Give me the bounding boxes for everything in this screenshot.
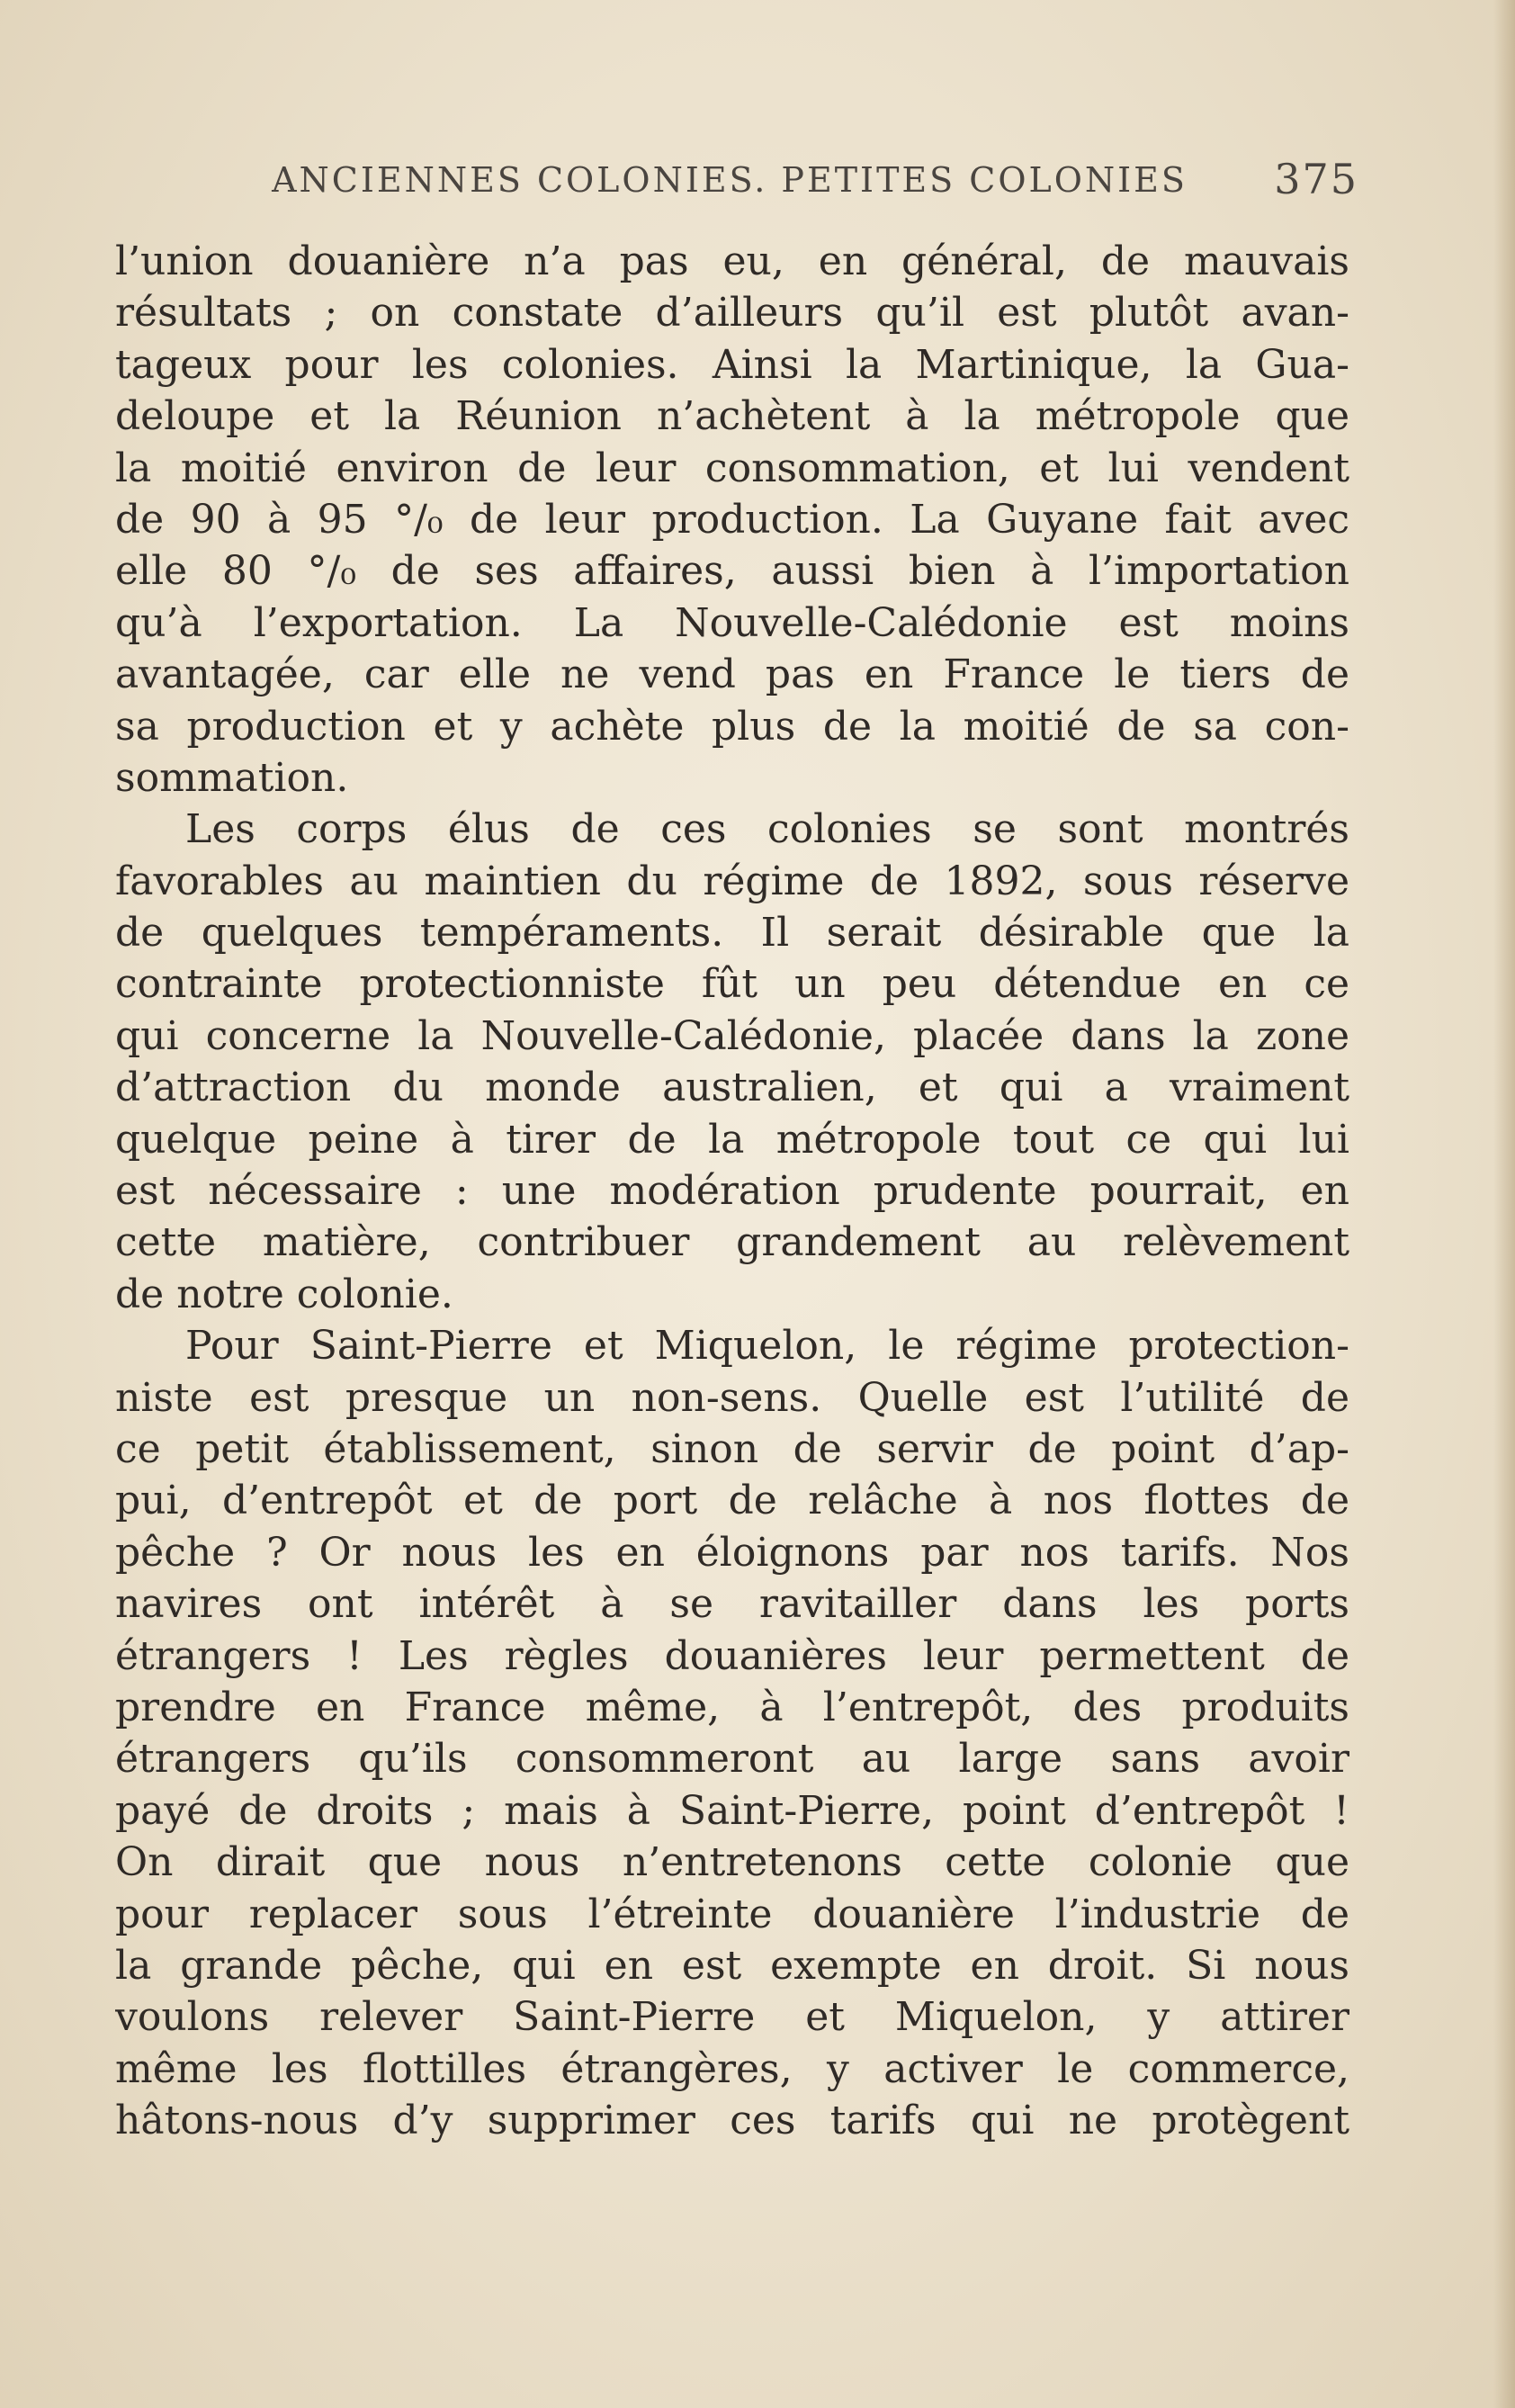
text-line: favorables au maintien du régime de 1892, sous réserve	[115, 858, 1349, 904]
running-title: ANCIENNES COLONIES. PETITES COLONIES	[272, 160, 1188, 200]
text-line: niste est presque un non-sens. Quelle est l’utilité de	[115, 1374, 1349, 1421]
text-line: sa production et y achète plus de la moitié de sa con-	[115, 703, 1349, 750]
text-line: résultats ; on constate d’ailleurs qu’il est plutôt avan-	[115, 290, 1349, 337]
text-line: navires ont intérêt à se ravitailler dans les ports	[115, 1581, 1349, 1628]
text-line: pêche ? Or nous les en éloignons par nos tarifs. Nos	[115, 1529, 1349, 1576]
text-line: cette matière, contribuer grandement au relèvement	[115, 1219, 1349, 1266]
text-line: qui concerne la Nouvelle-Calédonie, placée dans la zone	[115, 1012, 1349, 1059]
text-line: deloupe et la Réunion n’achètent à la métropole que	[115, 393, 1349, 440]
text-line: la moitié environ de leur consommation, et lui vendent	[115, 445, 1349, 491]
page-number: 375	[1274, 155, 1358, 203]
text-line: quelque peine à tirer de la métropole tout ce qui lui	[115, 1116, 1349, 1163]
paragraph-start-line: Pour Saint-Pierre et Miquelon, le régime protection-	[185, 1323, 1349, 1370]
text-line: étrangers qu’ils consommeront au large sans avoir	[115, 1736, 1349, 1783]
text-line: avantagée, car elle ne vend pas en France le tiers de	[115, 651, 1349, 698]
text-line: la grande pêche, qui en est exempte en droit. Si nous	[115, 1942, 1349, 1989]
text-line: de 90 à 95 °/₀ de leur production. La Guyane fait avec	[115, 496, 1349, 543]
page-edge-shadow	[1493, 0, 1515, 2408]
text-line: payé de droits ; mais à Saint-Pierre, point d’entrepôt !	[115, 1787, 1349, 1834]
text-line: étrangers ! Les règles douanières leur permettent de	[115, 1632, 1349, 1679]
text-line: d’attraction du monde australien, et qui a vraiment	[115, 1065, 1349, 1111]
text-line: de quelques tempéraments. Il serait désirable que la	[115, 910, 1349, 957]
text-line: prendre en France même, à l’entrepôt, des produits	[115, 1684, 1349, 1730]
text-line: hâtons-nous d’y supprimer ces tarifs qui ne protègent	[115, 2098, 1349, 2144]
text-line: contrainte protectionniste fût un peu détendue en ce	[115, 961, 1349, 1008]
running-head	[117, 155, 1358, 209]
text-line: voulons relever Saint-Pierre et Miquelon, y attirer	[115, 1994, 1349, 2041]
text-line: tageux pour les colonies. Ainsi la Martinique, la Gua-	[115, 341, 1349, 388]
text-line: de notre colonie.	[115, 1271, 453, 1317]
paragraph-start-line: Les corps élus de ces colonies se sont montrés	[185, 806, 1349, 853]
text-line: qu’à l’exportation. La Nouvelle-Calédonie est moins	[115, 599, 1349, 646]
text-line: elle 80 °/₀ de ses affaires, aussi bien à l’importation	[115, 548, 1349, 595]
text-line: pour replacer sous l’étreinte douanière l’industrie de	[115, 1891, 1349, 1937]
text-line: l’union douanière n’a pas eu, en général, de mauvais	[115, 238, 1349, 284]
text-line: est nécessaire : une modération prudente pourrait, en	[115, 1168, 1349, 1215]
text-line: ce petit établissement, sinon de servir de point d’ap-	[115, 1425, 1349, 1472]
body-text	[115, 236, 1349, 2146]
text-line: même les flottilles étrangères, y activer le commerce,	[115, 2045, 1349, 2092]
text-line: On dirait que nous n’entretenons cette colonie que	[115, 1839, 1349, 1886]
text-line: pui, d’entrepôt et de port de relâche à nos flottes de	[115, 1478, 1349, 1524]
text-line: sommation.	[115, 754, 349, 801]
